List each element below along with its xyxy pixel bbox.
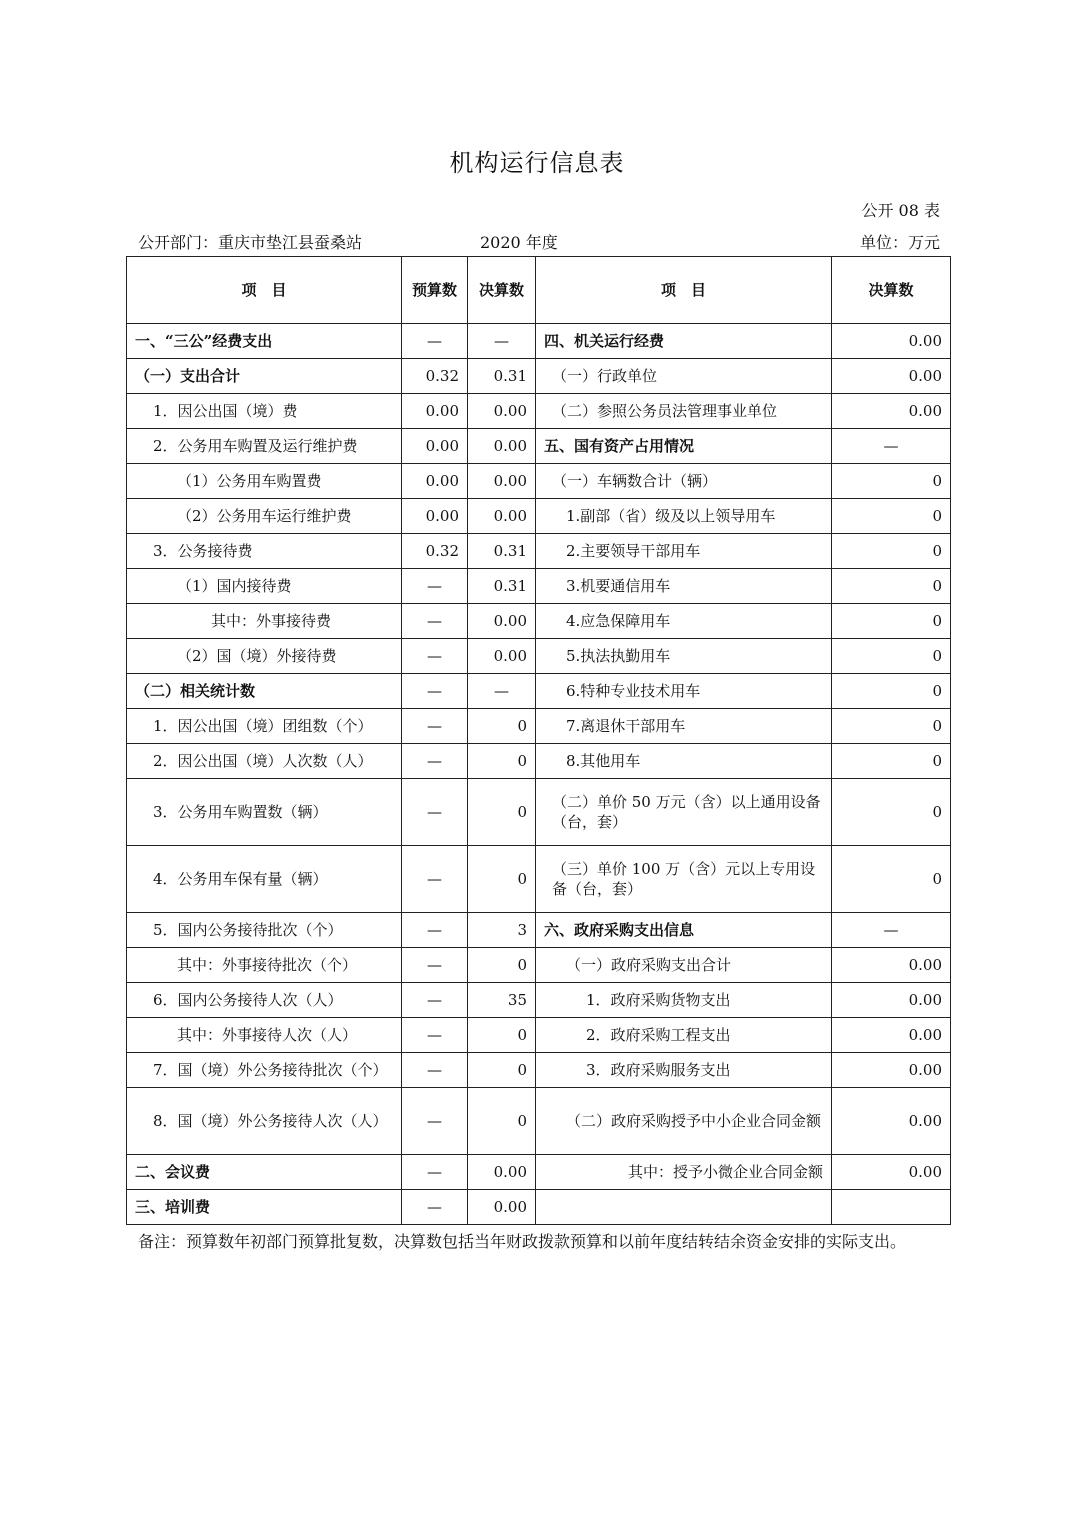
row-budget: — <box>402 569 468 604</box>
row-budget: — <box>402 1155 468 1190</box>
header-item-right: 项 目 <box>536 257 832 324</box>
row-right-item <box>536 1190 832 1225</box>
row-right-value <box>832 1190 951 1225</box>
row-budget: 0.00 <box>402 394 468 429</box>
row-right-item: 1．政府采购货物支出 <box>536 983 832 1018</box>
row-right-item: 六、政府采购支出信息 <box>536 913 832 948</box>
row-budget: 0.32 <box>402 534 468 569</box>
row-item: 1．因公出国（境）费 <box>127 394 402 429</box>
row-right-value: 0.00 <box>832 1088 951 1155</box>
row-right-item: 8.其他用车 <box>536 744 832 779</box>
row-right-value: 0 <box>832 674 951 709</box>
row-final: 0.00 <box>468 464 536 499</box>
row-final: 0.00 <box>468 1190 536 1225</box>
table-row <box>127 674 951 709</box>
table-row <box>127 846 951 913</box>
row-final: 0.31 <box>468 359 536 394</box>
row-final: 0.00 <box>468 394 536 429</box>
row-right-item: （一）政府采购支出合计 <box>536 948 832 983</box>
row-item: 其中：外事接待人次（人） <box>127 1018 402 1053</box>
row-right-value: 0.00 <box>832 983 951 1018</box>
row-right-item: 五、国有资产占用情况 <box>536 429 832 464</box>
institution-operation-table <box>126 256 951 1225</box>
row-item: 3．公务接待费 <box>127 534 402 569</box>
row-right-item: 3.机要通信用车 <box>536 569 832 604</box>
row-right-item: （三）单价 100 万（含）元以上专用设备（台，套） <box>536 846 832 913</box>
row-budget: — <box>402 913 468 948</box>
row-right-value: 0.00 <box>832 324 951 359</box>
table-header-row <box>127 257 951 324</box>
row-budget: 0.00 <box>402 499 468 534</box>
table-row <box>127 1088 951 1155</box>
row-final: 3 <box>468 913 536 948</box>
row-right-item: 其中：授予小微企业合同金额 <box>536 1155 832 1190</box>
row-item: 一、“三公”经费支出 <box>127 324 402 359</box>
row-budget: — <box>402 604 468 639</box>
row-final: 35 <box>468 983 536 1018</box>
table-row <box>127 1155 951 1190</box>
row-item: （1）国内接待费 <box>127 569 402 604</box>
row-item: （1）公务用车购置费 <box>127 464 402 499</box>
row-budget: — <box>402 674 468 709</box>
table-row <box>127 709 951 744</box>
row-right-value: 0.00 <box>832 394 951 429</box>
year-label: 2020 年度 <box>480 233 558 252</box>
row-right-value: 0.00 <box>832 1155 951 1190</box>
row-final: 0 <box>468 779 536 846</box>
header-final-right: 决算数 <box>832 257 951 324</box>
row-final: 0 <box>468 1088 536 1155</box>
table-row <box>127 983 951 1018</box>
row-budget: — <box>402 1088 468 1155</box>
table-number: 公开 08 表 <box>861 201 940 220</box>
row-right-item: 6.特种专业技术用车 <box>536 674 832 709</box>
row-right-value: — <box>832 913 951 948</box>
table-row <box>127 324 951 359</box>
row-item: 2．公务用车购置及运行维护费 <box>127 429 402 464</box>
row-item: 8．国（境）外公务接待人次（人） <box>127 1088 402 1155</box>
row-right-value: 0 <box>832 499 951 534</box>
table-row <box>127 913 951 948</box>
row-item: （2）公务用车运行维护费 <box>127 499 402 534</box>
table-row <box>127 499 951 534</box>
row-right-item: 4.应急保障用车 <box>536 604 832 639</box>
table-row <box>127 744 951 779</box>
row-final: 0.00 <box>468 639 536 674</box>
row-item: 2．因公出国（境）人次数（人） <box>127 744 402 779</box>
table-row <box>127 948 951 983</box>
table-row <box>127 604 951 639</box>
footnote: 备注：预算数年初部门预算批复数，决算数包括当年财政拨款预算和以前年度结转结余资金安排的实际支出。 <box>138 1232 907 1251</box>
department-label: 公开部门：重庆市垫江县蚕桑站 <box>138 233 363 252</box>
row-item: 4．公务用车保有量（辆） <box>127 846 402 913</box>
row-right-value: 0 <box>832 464 951 499</box>
row-budget: — <box>402 983 468 1018</box>
row-final: — <box>468 324 536 359</box>
row-right-value: 0.00 <box>832 948 951 983</box>
row-right-value: 0 <box>832 569 951 604</box>
row-item: 其中：外事接待费 <box>127 604 402 639</box>
row-right-item: 3．政府采购服务支出 <box>536 1053 832 1088</box>
row-budget: 0.00 <box>402 429 468 464</box>
row-budget: — <box>402 639 468 674</box>
row-final: 0.00 <box>468 499 536 534</box>
row-item: 5．国内公务接待批次（个） <box>127 913 402 948</box>
row-budget: — <box>402 709 468 744</box>
table-row <box>127 1190 951 1225</box>
table-row <box>127 464 951 499</box>
table-row <box>127 569 951 604</box>
row-right-item: （一）行政单位 <box>536 359 832 394</box>
row-final: 0 <box>468 846 536 913</box>
row-right-value: 0 <box>832 604 951 639</box>
row-final: — <box>468 674 536 709</box>
header-item-left: 项 目 <box>127 257 402 324</box>
row-right-item: （一）车辆数合计（辆） <box>536 464 832 499</box>
row-right-item: （二）政府采购授予中小企业合同金额 <box>536 1088 832 1155</box>
row-final: 0.31 <box>468 534 536 569</box>
row-right-value: 0.00 <box>832 1053 951 1088</box>
table-row <box>127 394 951 429</box>
row-budget: — <box>402 1190 468 1225</box>
row-right-item: 5.执法执勤用车 <box>536 639 832 674</box>
table-row <box>127 429 951 464</box>
row-final: 0 <box>468 709 536 744</box>
row-right-value: 0 <box>832 779 951 846</box>
row-budget: — <box>402 1053 468 1088</box>
row-item: （一）支出合计 <box>127 359 402 394</box>
row-budget: 0.32 <box>402 359 468 394</box>
row-budget: — <box>402 1018 468 1053</box>
header-budget: 预算数 <box>402 257 468 324</box>
row-right-item: （二）参照公务员法管理事业单位 <box>536 394 832 429</box>
row-final: 0 <box>468 744 536 779</box>
row-right-value: 0 <box>832 639 951 674</box>
table-row <box>127 534 951 569</box>
row-item: 6．国内公务接待人次（人） <box>127 983 402 1018</box>
row-item: 7．国（境）外公务接待批次（个） <box>127 1053 402 1088</box>
row-right-value: 0 <box>832 534 951 569</box>
page-title: 机构运行信息表 <box>449 149 625 177</box>
row-right-value: 0 <box>832 744 951 779</box>
table-row <box>127 1018 951 1053</box>
row-final: 0.31 <box>468 569 536 604</box>
row-final: 0 <box>468 1053 536 1088</box>
row-final: 0.00 <box>468 1155 536 1190</box>
row-item: 3．公务用车购置数（辆） <box>127 779 402 846</box>
row-budget: — <box>402 324 468 359</box>
row-item: 其中：外事接待批次（个） <box>127 948 402 983</box>
table-row <box>127 359 951 394</box>
table-row <box>127 639 951 674</box>
row-right-value: 0 <box>832 709 951 744</box>
row-right-item: 2.主要领导干部用车 <box>536 534 832 569</box>
header-final-left: 决算数 <box>468 257 536 324</box>
row-right-value: 0 <box>832 846 951 913</box>
table-row <box>127 779 951 846</box>
row-right-item: （二）单价 50 万元（含）以上通用设备（台，套） <box>536 779 832 846</box>
row-budget: — <box>402 846 468 913</box>
row-right-item: 1.副部（省）级及以上领导用车 <box>536 499 832 534</box>
row-budget: — <box>402 779 468 846</box>
row-right-value: 0.00 <box>832 359 951 394</box>
row-right-value: 0.00 <box>832 1018 951 1053</box>
row-budget: 0.00 <box>402 464 468 499</box>
row-right-value: — <box>832 429 951 464</box>
row-item: 三、培训费 <box>127 1190 402 1225</box>
row-item: （2）国（境）外接待费 <box>127 639 402 674</box>
unit-label: 单位：万元 <box>859 233 940 252</box>
row-item: 二、会议费 <box>127 1155 402 1190</box>
row-final: 0.00 <box>468 429 536 464</box>
row-item: （二）相关统计数 <box>127 674 402 709</box>
row-item: 1．因公出国（境）团组数（个） <box>127 709 402 744</box>
row-final: 0 <box>468 948 536 983</box>
row-right-item: 四、机关运行经费 <box>536 324 832 359</box>
row-budget: — <box>402 744 468 779</box>
table-row <box>127 1053 951 1088</box>
row-right-item: 2．政府采购工程支出 <box>536 1018 832 1053</box>
row-final: 0 <box>468 1018 536 1053</box>
row-final: 0.00 <box>468 604 536 639</box>
row-budget: — <box>402 948 468 983</box>
row-right-item: 7.离退休干部用车 <box>536 709 832 744</box>
